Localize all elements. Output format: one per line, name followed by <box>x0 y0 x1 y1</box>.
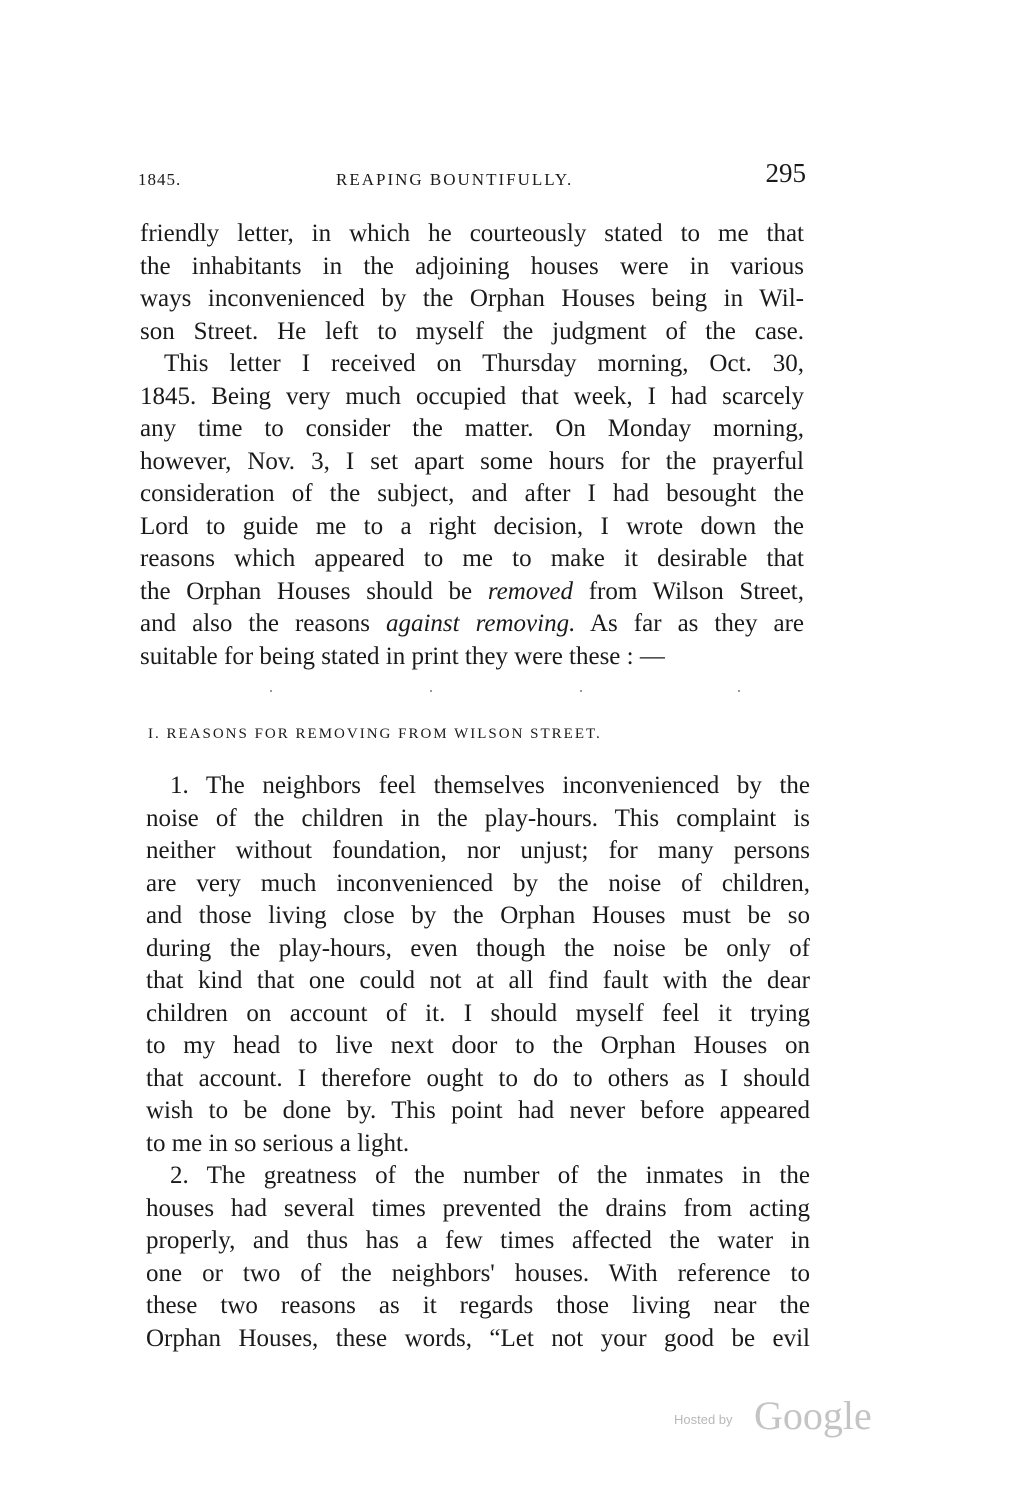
italic-against-removing: against removing. <box>385 610 576 637</box>
reason-1-line: wish to be done by. This point had never before appeared <box>146 1097 810 1124</box>
section-separator <box>270 690 740 692</box>
reason-1-line: 1. The neighbors feel themselves inconvenienced by the <box>170 772 810 799</box>
running-head <box>138 158 806 198</box>
reason-1-line: noise of the children in the play-hours. This complaint is <box>146 804 810 832</box>
reason-1-line: during the play-hours, even though the noise be only of <box>146 934 810 962</box>
upper-text-block <box>140 218 804 673</box>
reason-1-line: that kind that one could not at all find fault with the dear <box>146 967 810 994</box>
running-head-title: REAPING BOUNTIFULLY. <box>336 170 574 189</box>
reason-1-line: children on account of it. I should myself feel it trying <box>146 999 810 1027</box>
italic-removed: removed <box>487 577 573 605</box>
lower-text-block <box>146 770 810 1355</box>
line-text: the Orphan Houses should be <box>140 577 488 605</box>
reason-1-line: and those living close by the Orphan Houses must be so <box>146 902 810 929</box>
paragraph-1-line: friendly letter, in which he courteously stated to me that <box>140 220 804 247</box>
reason-2-line: these two reasons as it regards those living near the <box>146 1292 810 1319</box>
running-head-year: 1845. <box>138 170 182 189</box>
reason-1-line: are very much inconvenienced by the noise of children, <box>146 869 810 897</box>
reason-1-line: that account. I therefore ought to do to others as I should <box>146 1064 810 1092</box>
google-logo: Google <box>754 1393 872 1438</box>
paragraph-1-line: ways inconvenienced by the Orphan Houses being in Wil- <box>140 285 804 312</box>
watermark-hosted-by: Hosted by <box>674 1412 733 1427</box>
paragraph-2-line: suitable for being stated in print they were these : — <box>140 642 665 670</box>
line-text: and also the reasons <box>140 610 386 637</box>
reason-2-line: one or two of the neighbors' houses. With reference to <box>146 1259 810 1287</box>
hosted-by-google-watermark <box>674 1392 884 1442</box>
paragraph-1-line: the inhabitants in the adjoining houses were in various <box>140 252 804 280</box>
section-heading: I. REASONS FOR REMOVING FROM WILSON STREET. <box>148 726 602 742</box>
paragraph-2-line-against <box>140 608 804 641</box>
paragraph-2-line: reasons which appeared to me to make it desirable that <box>140 545 804 572</box>
line-text: from Wilson Street, <box>573 577 804 605</box>
reason-2-line: Orphan Houses, these words, “Let not your good be evil <box>146 1324 810 1352</box>
reason-2-line: 2. The greatness of the number of the inmates in the <box>170 1162 810 1189</box>
paragraph-2-line: any time to consider the matter. On Monday morning, <box>140 415 804 442</box>
page-number: 295 <box>765 158 806 188</box>
paragraph-2-line: 1845. Being very much occupied that week, I had scarcely <box>140 382 804 410</box>
reason-1-line: to my head to live next door to the Orphan Houses on <box>146 1032 810 1059</box>
paragraph-2-line: consideration of the subject, and after I had besought the <box>140 480 804 507</box>
line-text: As far as they are <box>575 610 804 637</box>
paragraph-2-line: however, Nov. 3, I set apart some hours for the prayerful <box>140 447 804 475</box>
reason-1-line: to me in so serious a light. <box>146 1129 410 1157</box>
paragraph-1-line: son Street. He left to myself the judgment of the case. <box>140 317 804 345</box>
paragraph-2-line-removed <box>140 576 804 609</box>
paragraph-2-line: Lord to guide me to a right decision, I wrote down the <box>140 512 804 540</box>
reason-2-line: houses had several times prevented the drains from acting <box>146 1194 810 1222</box>
paragraph-2-line: This letter I received on Thursday morning, Oct. 30, <box>164 350 804 377</box>
reason-2-line: properly, and thus has a few times affected the water in <box>146 1227 810 1254</box>
reason-1-line: neither without foundation, nor unjust; for many persons <box>146 837 810 864</box>
